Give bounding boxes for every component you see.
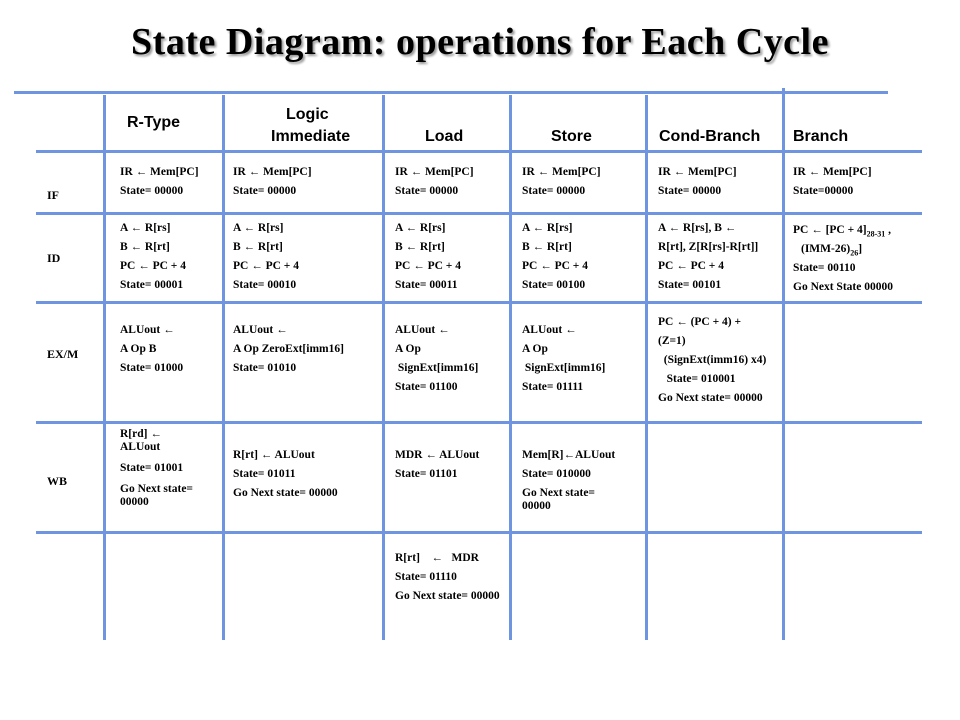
cell-line: MDR ← ALUout bbox=[395, 449, 480, 461]
cell-if-branch bbox=[793, 166, 872, 204]
page-title: State Diagram: operations for Each Cycle bbox=[131, 21, 829, 63]
cell-line: State= 01111 bbox=[522, 381, 584, 393]
cell-ex-cond bbox=[658, 316, 766, 411]
cell-line: R[rt] ← MDR bbox=[395, 552, 479, 564]
cell-line: State= 00000 bbox=[233, 185, 297, 197]
cell-line: A Op ZeroExt[imm16] bbox=[233, 343, 344, 355]
cell-id-load bbox=[395, 222, 461, 298]
cell-wb-load bbox=[395, 449, 479, 487]
header-store: Store bbox=[551, 128, 592, 145]
grid-line-id-ex bbox=[36, 301, 922, 304]
cell-id-rtype bbox=[120, 222, 186, 298]
cell-line: State= 010001 bbox=[658, 373, 736, 385]
cell-line: State= 00101 bbox=[658, 279, 722, 291]
grid-line-ex-wb bbox=[36, 421, 922, 424]
cell-line: PC ← PC + 4 bbox=[233, 260, 299, 272]
cell-line: (SignExt(imm16) x4) bbox=[658, 354, 767, 366]
cell-text: (IMM-26) bbox=[801, 243, 851, 255]
cell-line: State= 01011 bbox=[233, 468, 296, 480]
cell-line: B ← R[rt] bbox=[233, 241, 283, 253]
cell-line: IR ← Mem[PC] bbox=[658, 166, 737, 178]
cell-ex-rtype bbox=[120, 324, 183, 381]
cell-line: State= 00000 bbox=[658, 185, 722, 197]
cell-line: R[rt], Z[R[rs]-R[rt]] bbox=[658, 241, 759, 253]
cell-line: State= 01101 bbox=[395, 468, 458, 480]
cell-line: ALUout bbox=[120, 441, 161, 453]
cell-line: Go Next state= 00000 bbox=[233, 487, 338, 499]
cell-text: , bbox=[885, 224, 892, 236]
cell-line: R[rt] ← ALUout bbox=[233, 449, 315, 461]
cell-line: IR ← Mem[PC] bbox=[793, 166, 872, 178]
cell-text: PC ← [PC + 4] bbox=[793, 224, 867, 236]
cell-line: B ← R[rt] bbox=[395, 241, 445, 253]
cell-text: ] bbox=[858, 243, 863, 255]
cell-line: PC ← PC + 4 bbox=[658, 260, 724, 272]
bit-range-subscript: 28-31 bbox=[866, 229, 886, 239]
cell-id-branch bbox=[793, 224, 893, 300]
cell-line: State= 01001 bbox=[120, 462, 184, 474]
cell-wb2-load bbox=[395, 552, 500, 609]
cell-id-store bbox=[522, 222, 588, 298]
cell-line: SignExt[imm16] bbox=[522, 362, 606, 374]
header-branch: Branch bbox=[793, 128, 849, 145]
cell-line: A Op B bbox=[120, 343, 157, 355]
cell-line: ALUout ← bbox=[233, 324, 288, 336]
cell-line: PC ← PC + 4 bbox=[522, 260, 588, 272]
cell-wb-logic bbox=[233, 449, 338, 506]
row-label-if: IF bbox=[47, 188, 59, 202]
grid-line-header-bottom bbox=[36, 150, 922, 153]
cell-line: ALUout ← bbox=[522, 324, 577, 336]
row-label-wb: WB bbox=[47, 474, 68, 488]
cell-line: PC ← PC + 4 bbox=[395, 260, 461, 272]
cell-line: B ← R[rt] bbox=[120, 241, 170, 253]
cell-line: IR ← Mem[PC] bbox=[395, 166, 474, 178]
cell-line: State= 00000 bbox=[522, 185, 586, 197]
grid-line-wb-extra bbox=[36, 531, 922, 534]
cell-line: A ← R[rs], B ← bbox=[658, 222, 737, 234]
cell-line: State= 01010 bbox=[233, 362, 297, 374]
cell-line: PC ← (PC + 4) + bbox=[658, 316, 742, 328]
cell-line: State= 00010 bbox=[233, 279, 297, 291]
cell-line: Go Next state= bbox=[522, 487, 595, 499]
cell-if-cond bbox=[658, 166, 737, 204]
cell-line: Go Next State 00000 bbox=[793, 281, 893, 293]
bit-range-subscript: 26 bbox=[850, 248, 859, 258]
header-logic-line2: Immediate bbox=[271, 128, 351, 145]
cell-line: PC ← PC + 4 bbox=[120, 260, 186, 272]
cell-if-store bbox=[522, 166, 601, 204]
cell-line: (Z=1) bbox=[658, 335, 686, 347]
cell-id-logic bbox=[233, 222, 299, 298]
cell-line: Go Next state= 00000 bbox=[658, 392, 763, 404]
grid-col-line-6 bbox=[782, 88, 785, 640]
header-r-type: R-Type bbox=[127, 114, 181, 131]
cell-if-logic bbox=[233, 166, 312, 204]
row-label-ex: EX/M bbox=[47, 347, 79, 361]
cell-line: ALUout ← bbox=[395, 324, 450, 336]
cell-line: A ← R[rs] bbox=[522, 222, 573, 234]
cell-line: B ← R[rt] bbox=[522, 241, 572, 253]
cell-line: ALUout ← bbox=[120, 324, 175, 336]
cell-line: A Op bbox=[395, 343, 421, 355]
cell-line: State= 00011 bbox=[395, 279, 458, 291]
cell-line: State= 00001 bbox=[120, 279, 184, 291]
cell-line: SignExt[imm16] bbox=[395, 362, 479, 374]
cell-line: State= 01000 bbox=[120, 362, 184, 374]
cell-line: Go Next state= bbox=[120, 483, 193, 495]
grid-col-line-3 bbox=[382, 95, 385, 640]
cell-id-cond bbox=[658, 222, 758, 298]
cell-line: Mem[R]←ALUout bbox=[522, 449, 616, 461]
grid-line-header-top bbox=[14, 91, 888, 94]
cell-line: State= 01100 bbox=[395, 381, 458, 393]
header-logic-line1: Logic bbox=[286, 106, 329, 123]
cell-line: State= 00000 bbox=[120, 185, 184, 197]
cell-line: State= 010000 bbox=[522, 468, 591, 480]
grid-col-line-4 bbox=[509, 95, 512, 640]
cell-ex-logic bbox=[233, 324, 344, 381]
cell-line: IR ← Mem[PC] bbox=[120, 166, 199, 178]
cell-wb-store bbox=[522, 449, 615, 519]
cell-line: 00000 bbox=[120, 496, 149, 508]
cell-line: State= 01110 bbox=[395, 571, 457, 583]
cell-line: R[rd] ← bbox=[120, 428, 162, 440]
grid-line-if-id bbox=[36, 212, 922, 215]
cell-wb-rtype bbox=[120, 428, 193, 513]
row-label-id: ID bbox=[47, 251, 61, 265]
cell-line bbox=[793, 243, 893, 256]
cell-line: Go Next state= 00000 bbox=[395, 590, 500, 602]
cell-line: IR ← Mem[PC] bbox=[233, 166, 312, 178]
cell-line bbox=[793, 224, 893, 237]
cell-line: A Op bbox=[522, 343, 548, 355]
cell-line: A ← R[rs] bbox=[395, 222, 446, 234]
grid-col-line-2 bbox=[222, 95, 225, 640]
cell-ex-store bbox=[522, 324, 605, 400]
cell-ex-load bbox=[395, 324, 478, 400]
grid-col-line-1 bbox=[103, 95, 106, 640]
cell-line: State= 00000 bbox=[395, 185, 459, 197]
cell-line: State=00000 bbox=[793, 185, 854, 197]
header-load: Load bbox=[425, 128, 464, 145]
cell-if-rtype bbox=[120, 166, 199, 204]
cell-line: State= 00100 bbox=[522, 279, 586, 291]
cell-if-load bbox=[395, 166, 474, 204]
cell-line: 00000 bbox=[522, 500, 551, 512]
cell-line: State= 00110 bbox=[793, 262, 856, 274]
grid-col-line-5 bbox=[645, 95, 648, 640]
header-cond-branch: Cond-Branch bbox=[659, 128, 761, 145]
cell-line: A ← R[rs] bbox=[233, 222, 284, 234]
cell-line: IR ← Mem[PC] bbox=[522, 166, 601, 178]
cell-line: A ← R[rs] bbox=[120, 222, 171, 234]
